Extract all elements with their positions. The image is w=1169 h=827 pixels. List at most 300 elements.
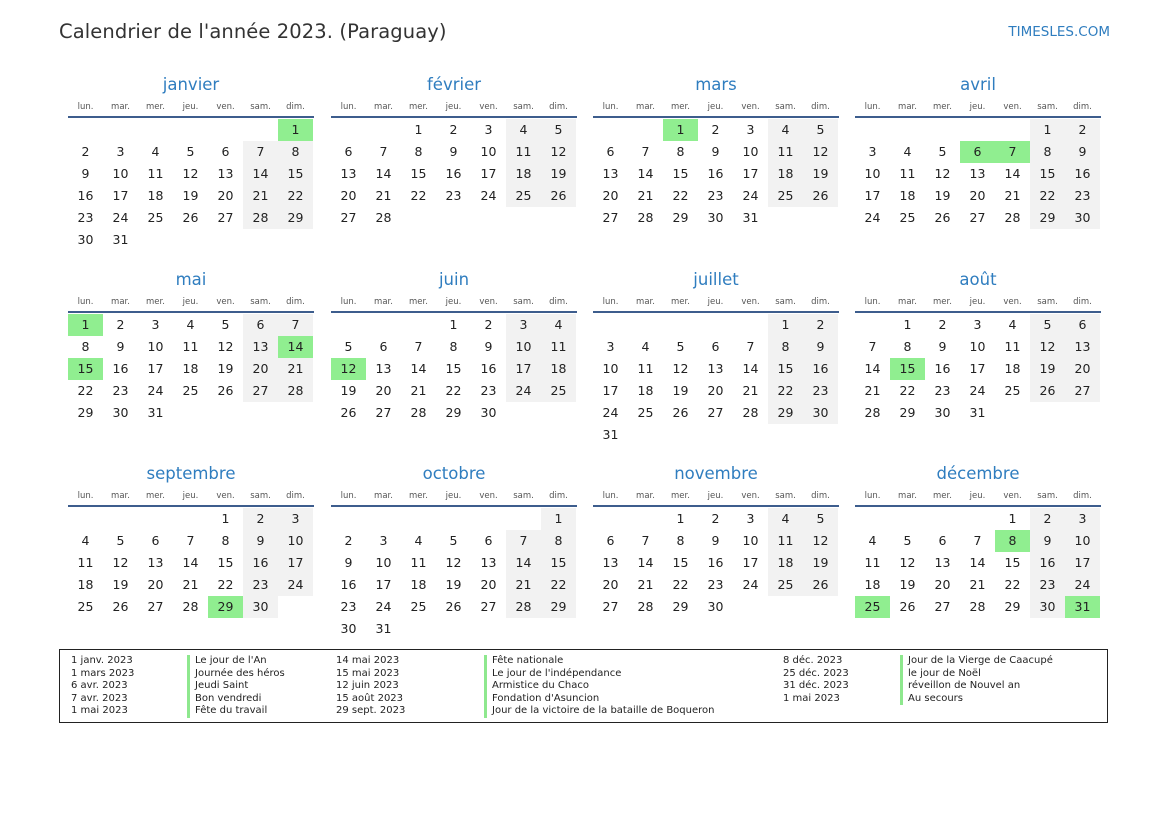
day-cell: 18 bbox=[768, 163, 803, 185]
day-cell: 30 bbox=[112, 405, 129, 420]
day-cell: 15 bbox=[445, 361, 462, 376]
day-cell: 14 bbox=[182, 555, 199, 570]
holiday-date: 8 déc. 2023 bbox=[783, 655, 843, 666]
day-cell: 1 bbox=[414, 122, 423, 137]
day-cell: 30 bbox=[707, 599, 724, 614]
day-blank bbox=[855, 119, 890, 141]
day-cell: 30 bbox=[243, 596, 278, 618]
day-cell: 27 bbox=[243, 380, 278, 402]
day-cell: 25 bbox=[1004, 383, 1021, 398]
day-blank bbox=[208, 119, 243, 141]
day-cell: 13 bbox=[217, 166, 234, 181]
day-cell: 26 bbox=[899, 599, 916, 614]
weekday-label: mar. bbox=[898, 491, 917, 501]
day-cell: 20 bbox=[147, 577, 164, 592]
day-cell: 27 bbox=[375, 405, 392, 420]
day-cell: 14 bbox=[637, 166, 654, 181]
day-cell: 28 bbox=[864, 405, 881, 420]
day-cell: 26 bbox=[112, 599, 129, 614]
holiday-day-cell: 1 bbox=[68, 314, 103, 336]
day-cell: 7 bbox=[506, 530, 541, 552]
holiday-date: 1 mai 2023 bbox=[783, 692, 840, 704]
weekday-label: sam. bbox=[250, 102, 271, 112]
day-cell: 22 bbox=[672, 577, 689, 592]
weekday-label: dim. bbox=[1073, 491, 1092, 501]
day-cell: 12 bbox=[934, 166, 951, 181]
day-cell: 14 bbox=[375, 166, 392, 181]
day-cell: 22 bbox=[899, 383, 916, 398]
weekday-label: sam. bbox=[250, 491, 271, 501]
day-cell: 2 bbox=[81, 144, 90, 159]
holiday-date: 1 mai 2023 bbox=[71, 705, 128, 717]
day-grid bbox=[331, 314, 576, 424]
day-cell: 24 bbox=[278, 574, 313, 596]
day-cell: 11 bbox=[147, 166, 164, 181]
month-8 bbox=[68, 463, 314, 618]
day-cell: 21 bbox=[969, 577, 986, 592]
month-name: mai bbox=[175, 270, 207, 289]
day-cell: 24 bbox=[1065, 574, 1100, 596]
holiday-name: Le jour de l'indépendance bbox=[484, 668, 715, 681]
holiday-date: 7 avr. 2023 bbox=[71, 692, 128, 704]
day-cell: 28 bbox=[182, 599, 199, 614]
day-blank bbox=[103, 508, 138, 530]
weekday-label: dim. bbox=[549, 491, 568, 501]
day-cell: 10 bbox=[742, 533, 759, 548]
weekday-label: jeu. bbox=[969, 297, 986, 307]
day-cell: 29 bbox=[768, 402, 803, 424]
day-blank bbox=[506, 508, 541, 530]
day-cell: 31 bbox=[147, 405, 164, 420]
month-5 bbox=[331, 269, 577, 424]
day-cell: 2 bbox=[449, 122, 458, 137]
holiday-name: Fête nationale bbox=[484, 655, 715, 668]
holiday-name: Au secours bbox=[900, 693, 1053, 706]
day-cell: 13 bbox=[707, 361, 724, 376]
month-2 bbox=[593, 74, 839, 229]
day-cell: 3 bbox=[1065, 508, 1100, 530]
weekday-label: mer. bbox=[933, 491, 952, 501]
weekday-label: sam. bbox=[250, 297, 271, 307]
weekday-label: mer. bbox=[933, 297, 952, 307]
day-cell: 24 bbox=[742, 577, 759, 592]
day-cell: 14 bbox=[243, 163, 278, 185]
day-cell: 10 bbox=[602, 361, 619, 376]
day-cell: 26 bbox=[182, 210, 199, 225]
day-cell: 30 bbox=[340, 621, 357, 636]
day-cell: 3 bbox=[506, 314, 541, 336]
day-cell: 23 bbox=[243, 574, 278, 596]
weekday-label: lun. bbox=[340, 102, 357, 112]
day-cell: 18 bbox=[410, 577, 427, 592]
day-grid bbox=[855, 119, 1100, 229]
day-cell: 12 bbox=[541, 141, 576, 163]
day-cell: 29 bbox=[541, 596, 576, 618]
weekday-label: ven. bbox=[1003, 102, 1022, 112]
day-cell: 17 bbox=[112, 188, 129, 203]
weekday-label: ven. bbox=[479, 491, 498, 501]
weekday-header bbox=[331, 100, 577, 114]
holiday-list bbox=[59, 649, 1108, 723]
day-cell: 15 bbox=[278, 163, 313, 185]
day-cell: 27 bbox=[147, 599, 164, 614]
day-cell: 28 bbox=[278, 380, 313, 402]
weekday-label: lun. bbox=[602, 102, 619, 112]
weekday-label: sam. bbox=[1037, 491, 1058, 501]
weekday-label: dim. bbox=[1073, 297, 1092, 307]
day-cell: 12 bbox=[803, 141, 838, 163]
day-cell: 13 bbox=[243, 336, 278, 358]
day-cell: 31 bbox=[112, 232, 129, 247]
holiday-name: Fête du travail bbox=[187, 705, 285, 718]
month-name: avril bbox=[960, 75, 996, 94]
weekday-label: ven. bbox=[741, 102, 760, 112]
day-cell: 28 bbox=[243, 207, 278, 229]
day-cell: 4 bbox=[1008, 317, 1017, 332]
day-cell: 19 bbox=[934, 188, 951, 203]
day-cell: 5 bbox=[803, 508, 838, 530]
day-cell: 12 bbox=[672, 361, 689, 376]
weekday-label: sam. bbox=[513, 491, 534, 501]
day-cell: 10 bbox=[480, 144, 497, 159]
weekday-label: mer. bbox=[671, 102, 690, 112]
day-cell: 10 bbox=[969, 339, 986, 354]
header-divider bbox=[68, 116, 314, 118]
day-cell: 21 bbox=[243, 185, 278, 207]
day-grid bbox=[68, 119, 313, 251]
holiday-day-cell: 12 bbox=[331, 358, 366, 380]
day-cell: 27 bbox=[602, 599, 619, 614]
day-cell: 10 bbox=[742, 144, 759, 159]
day-cell: 7 bbox=[186, 533, 195, 548]
day-cell: 30 bbox=[1030, 596, 1065, 618]
day-cell: 24 bbox=[112, 210, 129, 225]
day-blank bbox=[243, 119, 278, 141]
day-cell: 8 bbox=[1030, 141, 1065, 163]
day-cell: 19 bbox=[541, 163, 576, 185]
day-cell: 6 bbox=[1065, 314, 1100, 336]
day-cell: 9 bbox=[803, 336, 838, 358]
day-cell: 21 bbox=[742, 383, 759, 398]
month-9 bbox=[331, 463, 577, 640]
day-cell: 9 bbox=[484, 339, 493, 354]
day-cell: 22 bbox=[410, 188, 427, 203]
weekday-label: jeu. bbox=[707, 297, 724, 307]
day-cell: 18 bbox=[1004, 361, 1021, 376]
weekday-label: jeu. bbox=[969, 102, 986, 112]
header-divider bbox=[331, 116, 577, 118]
day-cell: 11 bbox=[506, 141, 541, 163]
day-cell: 20 bbox=[243, 358, 278, 380]
day-cell: 23 bbox=[445, 188, 462, 203]
day-cell: 11 bbox=[899, 166, 916, 181]
day-cell: 11 bbox=[77, 555, 94, 570]
day-cell: 27 bbox=[602, 210, 619, 225]
day-cell: 19 bbox=[899, 577, 916, 592]
day-cell: 26 bbox=[217, 383, 234, 398]
holiday-date: 1 mars 2023 bbox=[71, 667, 135, 679]
day-cell: 17 bbox=[742, 555, 759, 570]
weekday-header bbox=[331, 489, 577, 503]
day-cell: 11 bbox=[1004, 339, 1021, 354]
holiday-name: le jour de Noël bbox=[900, 668, 1053, 681]
day-cell: 21 bbox=[637, 188, 654, 203]
day-cell: 26 bbox=[541, 185, 576, 207]
day-cell: 30 bbox=[77, 232, 94, 247]
month-name: novembre bbox=[674, 464, 758, 483]
day-cell: 26 bbox=[803, 185, 838, 207]
day-cell: 10 bbox=[375, 555, 392, 570]
day-cell: 7 bbox=[641, 144, 650, 159]
weekday-label: mer. bbox=[146, 297, 165, 307]
day-cell: 5 bbox=[221, 317, 230, 332]
weekday-label: mer. bbox=[146, 102, 165, 112]
month-7 bbox=[855, 269, 1101, 424]
weekday-label: lun. bbox=[602, 297, 619, 307]
day-cell: 7 bbox=[746, 339, 755, 354]
day-cell: 21 bbox=[637, 577, 654, 592]
day-cell: 15 bbox=[768, 358, 803, 380]
day-cell: 14 bbox=[506, 552, 541, 574]
day-cell: 16 bbox=[1030, 552, 1065, 574]
day-cell: 20 bbox=[480, 577, 497, 592]
day-cell: 13 bbox=[934, 555, 951, 570]
day-cell: 27 bbox=[480, 599, 497, 614]
weekday-label: jeu. bbox=[445, 102, 462, 112]
day-cell: 5 bbox=[449, 533, 458, 548]
holiday-names-column bbox=[900, 655, 1053, 705]
day-cell: 16 bbox=[480, 361, 497, 376]
day-cell: 4 bbox=[768, 508, 803, 530]
day-blank bbox=[331, 508, 366, 530]
day-cell: 23 bbox=[934, 383, 951, 398]
day-blank bbox=[628, 119, 663, 141]
day-cell: 6 bbox=[606, 533, 615, 548]
day-cell: 19 bbox=[182, 188, 199, 203]
day-cell: 16 bbox=[340, 577, 357, 592]
day-cell: 9 bbox=[1065, 141, 1100, 163]
day-cell: 11 bbox=[768, 141, 803, 163]
day-cell: 10 bbox=[506, 336, 541, 358]
holiday-name: Fondation d'Asuncion bbox=[484, 693, 715, 706]
day-blank bbox=[855, 314, 890, 336]
day-cell: 27 bbox=[934, 599, 951, 614]
day-cell: 21 bbox=[506, 574, 541, 596]
day-cell: 7 bbox=[641, 533, 650, 548]
day-cell: 22 bbox=[541, 574, 576, 596]
day-blank bbox=[138, 508, 173, 530]
weekday-header bbox=[331, 295, 577, 309]
day-cell: 26 bbox=[934, 210, 951, 225]
day-cell: 12 bbox=[217, 339, 234, 354]
weekday-header bbox=[593, 100, 839, 114]
day-grid bbox=[331, 119, 576, 229]
day-cell: 23 bbox=[803, 380, 838, 402]
day-cell: 11 bbox=[637, 361, 654, 376]
weekday-label: mar. bbox=[374, 491, 393, 501]
weekday-label: jeu. bbox=[707, 491, 724, 501]
day-cell: 25 bbox=[768, 185, 803, 207]
day-cell: 23 bbox=[707, 577, 724, 592]
day-cell: 15 bbox=[1004, 555, 1021, 570]
weekday-label: mer. bbox=[409, 297, 428, 307]
weekday-label: mer. bbox=[671, 297, 690, 307]
day-cell: 1 bbox=[541, 508, 576, 530]
day-cell: 28 bbox=[637, 210, 654, 225]
day-cell: 1 bbox=[221, 511, 230, 526]
day-cell: 5 bbox=[1030, 314, 1065, 336]
day-cell: 16 bbox=[934, 361, 951, 376]
weekday-label: lun. bbox=[864, 102, 881, 112]
day-cell: 24 bbox=[480, 188, 497, 203]
day-cell: 26 bbox=[340, 405, 357, 420]
day-grid bbox=[68, 508, 313, 618]
month-4 bbox=[68, 269, 314, 424]
holiday-day-cell: 25 bbox=[855, 596, 890, 618]
holiday-dates-column bbox=[71, 655, 134, 718]
day-cell: 7 bbox=[379, 144, 388, 159]
day-cell: 29 bbox=[899, 405, 916, 420]
day-cell: 7 bbox=[868, 339, 877, 354]
day-cell: 22 bbox=[1030, 185, 1065, 207]
day-cell: 1 bbox=[768, 314, 803, 336]
day-cell: 16 bbox=[1065, 163, 1100, 185]
day-blank bbox=[593, 119, 628, 141]
day-cell: 5 bbox=[676, 339, 685, 354]
day-cell: 16 bbox=[112, 361, 129, 376]
day-cell: 7 bbox=[414, 339, 423, 354]
day-cell: 9 bbox=[344, 555, 353, 570]
day-cell: 18 bbox=[637, 383, 654, 398]
day-cell: 3 bbox=[278, 508, 313, 530]
weekday-label: mar. bbox=[636, 102, 655, 112]
day-cell: 19 bbox=[217, 361, 234, 376]
day-cell: 10 bbox=[278, 530, 313, 552]
day-cell: 21 bbox=[182, 577, 199, 592]
day-grid bbox=[855, 314, 1100, 424]
day-cell: 29 bbox=[672, 599, 689, 614]
day-cell: 27 bbox=[969, 210, 986, 225]
day-cell: 4 bbox=[768, 119, 803, 141]
day-grid bbox=[68, 314, 313, 424]
day-blank bbox=[366, 119, 401, 141]
weekday-label: mer. bbox=[409, 491, 428, 501]
header-divider bbox=[68, 311, 314, 313]
day-cell: 18 bbox=[506, 163, 541, 185]
day-cell: 17 bbox=[864, 188, 881, 203]
weekday-label: mar. bbox=[111, 297, 130, 307]
day-cell: 13 bbox=[602, 166, 619, 181]
weekday-label: dim. bbox=[549, 297, 568, 307]
day-cell: 3 bbox=[379, 533, 388, 548]
day-cell: 17 bbox=[742, 166, 759, 181]
month-name: août bbox=[959, 270, 997, 289]
day-cell: 8 bbox=[903, 339, 912, 354]
day-cell: 2 bbox=[1065, 119, 1100, 141]
weekday-label: mar. bbox=[636, 297, 655, 307]
weekday-label: mar. bbox=[636, 491, 655, 501]
day-cell: 9 bbox=[711, 144, 720, 159]
day-cell: 15 bbox=[410, 166, 427, 181]
day-cell: 13 bbox=[602, 555, 619, 570]
day-blank bbox=[68, 119, 103, 141]
day-cell: 4 bbox=[151, 144, 160, 159]
weekday-header bbox=[68, 295, 314, 309]
day-blank bbox=[68, 508, 103, 530]
day-cell: 13 bbox=[480, 555, 497, 570]
month-name: juillet bbox=[693, 270, 739, 289]
day-cell: 23 bbox=[1065, 185, 1100, 207]
day-cell: 23 bbox=[480, 383, 497, 398]
day-cell: 19 bbox=[803, 552, 838, 574]
day-cell: 4 bbox=[541, 314, 576, 336]
day-cell: 12 bbox=[899, 555, 916, 570]
day-cell: 17 bbox=[1065, 552, 1100, 574]
weekday-label: jeu. bbox=[182, 297, 199, 307]
day-cell: 25 bbox=[768, 574, 803, 596]
day-cell: 2 bbox=[711, 122, 720, 137]
holiday-day-cell: 7 bbox=[995, 141, 1030, 163]
weekday-label: lun. bbox=[602, 491, 619, 501]
day-cell: 5 bbox=[938, 144, 947, 159]
day-cell: 20 bbox=[602, 577, 619, 592]
weekday-label: lun. bbox=[340, 491, 357, 501]
day-cell: 1 bbox=[676, 511, 685, 526]
day-cell: 9 bbox=[711, 533, 720, 548]
header-divider bbox=[855, 505, 1101, 507]
day-blank bbox=[960, 508, 995, 530]
day-cell: 31 bbox=[742, 210, 759, 225]
site-brand-link[interactable]: TIMESLES.COM bbox=[1008, 24, 1110, 40]
day-cell: 26 bbox=[1030, 380, 1065, 402]
day-cell: 14 bbox=[410, 361, 427, 376]
day-cell: 18 bbox=[182, 361, 199, 376]
day-cell: 8 bbox=[676, 533, 685, 548]
weekday-label: mer. bbox=[671, 491, 690, 501]
header-divider bbox=[331, 505, 577, 507]
day-cell: 5 bbox=[344, 339, 353, 354]
day-blank bbox=[331, 119, 366, 141]
header-divider bbox=[593, 505, 839, 507]
day-cell: 3 bbox=[973, 317, 982, 332]
weekday-label: mar. bbox=[374, 102, 393, 112]
holiday-names-column bbox=[484, 655, 715, 718]
weekday-label: ven. bbox=[479, 102, 498, 112]
day-cell: 8 bbox=[676, 144, 685, 159]
day-cell: 14 bbox=[864, 361, 881, 376]
holiday-date: 15 août 2023 bbox=[336, 692, 404, 704]
day-cell: 13 bbox=[969, 166, 986, 181]
day-cell: 23 bbox=[707, 188, 724, 203]
day-cell: 1 bbox=[1030, 119, 1065, 141]
day-cell: 6 bbox=[711, 339, 720, 354]
day-cell: 13 bbox=[340, 166, 357, 181]
day-cell: 2 bbox=[938, 317, 947, 332]
day-cell: 30 bbox=[934, 405, 951, 420]
header-divider bbox=[68, 505, 314, 507]
day-cell: 27 bbox=[340, 210, 357, 225]
day-cell: 16 bbox=[77, 188, 94, 203]
day-cell: 24 bbox=[864, 210, 881, 225]
day-cell: 26 bbox=[672, 405, 689, 420]
day-cell: 25 bbox=[77, 599, 94, 614]
day-cell: 20 bbox=[934, 577, 951, 592]
holiday-name: réveillon de Nouvel an bbox=[900, 680, 1053, 693]
holiday-name: Journée des héros bbox=[187, 668, 285, 681]
day-cell: 11 bbox=[768, 530, 803, 552]
day-blank bbox=[960, 119, 995, 141]
day-cell: 14 bbox=[637, 555, 654, 570]
